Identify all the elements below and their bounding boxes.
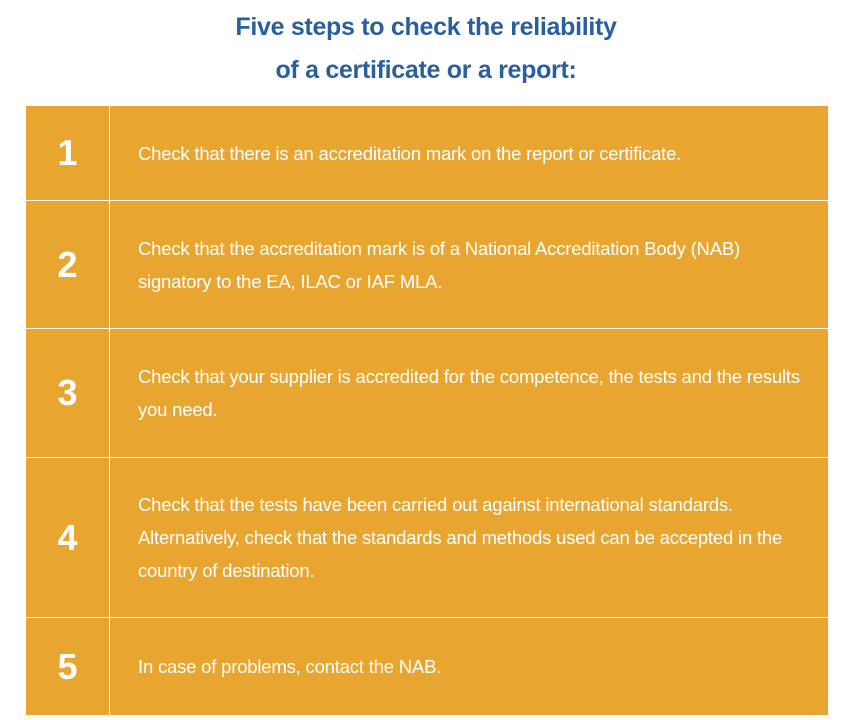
step-number: 2	[26, 201, 110, 328]
step-number: 4	[26, 458, 110, 617]
steps-table	[26, 106, 828, 715]
step-text: Check that the accreditation mark is of a National Accreditation Body (NAB) signatory to the EA, ILAC or IAF MLA.	[138, 237, 740, 292]
page-title	[0, 6, 852, 92]
step-text: Check that there is an accreditation mark on the report or certificate.	[138, 142, 682, 164]
title-line-1: Five steps to check the reliability	[235, 13, 617, 41]
step-row-5	[26, 618, 828, 715]
step-text: Check that your supplier is accredited for the competence, the tests and the results you need.	[138, 366, 800, 420]
step-row-3	[26, 329, 828, 458]
step-row-1	[26, 106, 828, 201]
title-line-2: of a certificate or a report:	[275, 56, 577, 84]
step-text: In case of problems, contact the NAB.	[138, 656, 442, 677]
step-number: 1	[26, 106, 110, 200]
step-row-2	[26, 201, 828, 329]
step-text: Check that the tests have been carried out against international standards. Alternatively, check that the standards and methods used can be accepted in the country of destination.	[138, 494, 783, 581]
step-row-4	[26, 458, 828, 618]
step-number: 5	[26, 618, 110, 715]
step-number: 3	[26, 329, 110, 457]
